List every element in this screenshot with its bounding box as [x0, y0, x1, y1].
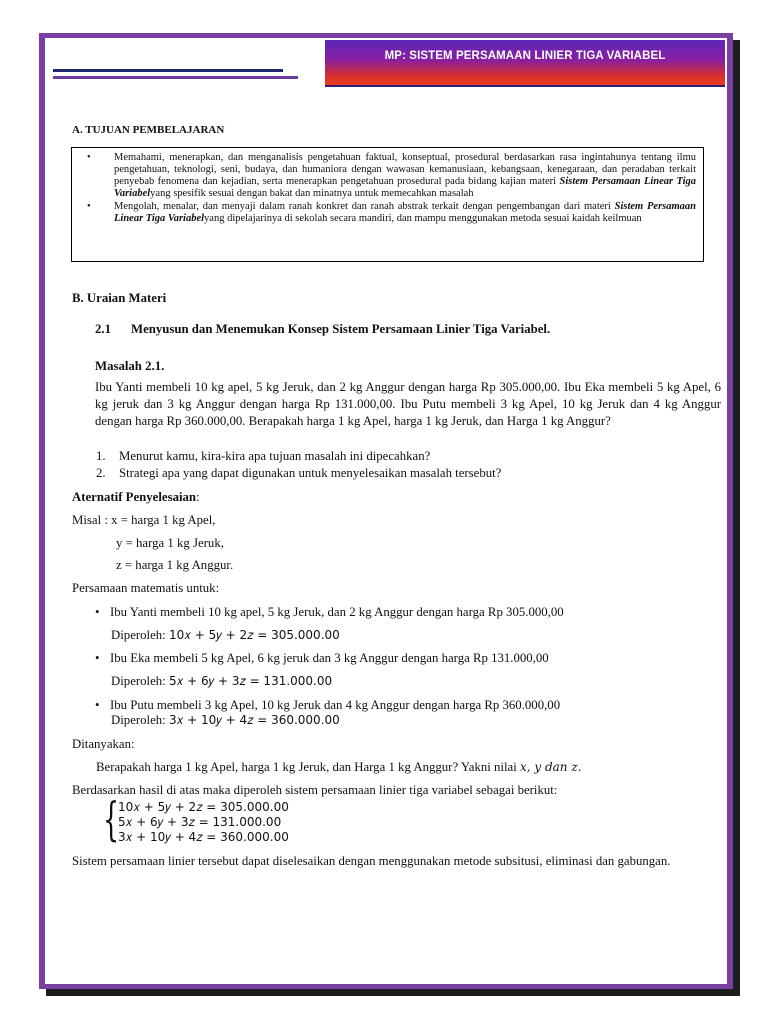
question-number: 2.	[96, 466, 106, 480]
header-rule-purple	[53, 76, 298, 79]
question-text: Strategi apa yang dapat digunakan untuk menyelesaikan masalah tersebut?	[119, 466, 502, 480]
alternative-heading-label: Aternatif Penyelesaian	[72, 490, 197, 504]
equation: 3𝑥 + 10𝑦 + 4𝑧 = 360.000.00	[168, 713, 340, 727]
misal-line: y = harga 1 kg Jeruk,	[116, 536, 224, 550]
bullet-icon: •	[95, 651, 100, 665]
header-banner	[325, 40, 725, 85]
equation-source-text: Ibu Putu membeli 3 kg Apel, 10 kg Jeruk dan 4 kg Anggur dengan harga Rp 360.000,00	[110, 698, 561, 712]
bullet-icon: •	[87, 152, 91, 163]
misal-line: Misal : x = harga 1 kg Apel,	[72, 513, 216, 527]
goal-text: yang dipelajarinya di sekolah secara mandiri, dan mampu menggunakan metoda sesuai kaidah keilmuan	[204, 213, 642, 224]
question-variables: 𝑥, 𝑦 𝑑𝑎𝑛 𝑧.	[519, 760, 582, 774]
header-rule-dark	[53, 69, 283, 72]
persamaan-label: Persamaan matematis untuk:	[72, 581, 220, 595]
equation: 5𝑥 + 6𝑦 + 3𝑧 = 131.000.00	[168, 674, 333, 688]
bullet-icon: •	[95, 605, 100, 619]
alternative-heading-colon: :	[196, 490, 200, 504]
system-equation: 3𝑥 + 10𝑦 + 4𝑧 = 360.000.00	[118, 830, 289, 844]
derived-label: Diperoleh:	[111, 628, 169, 642]
subsection-number: 2.1	[95, 322, 111, 336]
derived-equation	[111, 673, 332, 690]
bullet-icon: •	[95, 698, 100, 712]
subsection-title: Menyusun dan Menemukan Konsep Sistem Persamaan Linier Tiga Variabel.	[131, 322, 551, 336]
equation-source-text: Ibu Yanti membeli 10 kg apel, 5 kg Jeruk, dan 2 kg Anggur dengan harga Rp 305.000,00	[110, 605, 564, 619]
derived-equation	[111, 627, 340, 644]
learning-goals-box	[71, 147, 704, 262]
ditanyakan-label: Ditanyakan:	[72, 737, 135, 751]
goal-text: Mengolah, menalar, dan menyaji dalam ranah konkret dan ranah abstrak terkait dengan pengembangan dari materi	[114, 201, 615, 212]
equation-source-text: Ibu Eka membeli 5 kg Apel, 6 kg jeruk dan 3 kg Anggur dengan harga Rp 131.000,00	[110, 651, 549, 665]
derived-label: Diperoleh:	[111, 713, 169, 727]
page-content	[45, 38, 727, 984]
system-equation: 10𝑥 + 5𝑦 + 2𝑧 = 305.000.00	[118, 800, 289, 814]
header-banner-underline	[325, 85, 725, 87]
question-statement-text: Berapakah harga 1 kg Apel, harga 1 kg Jeruk, dan Harga 1 kg Anggur? Yakni nilai	[96, 760, 520, 774]
goal-text: Memahami, menerapkan, dan menganalisis pengetahuan faktual, konseptual, prosedural berdasarkan rasa ingintahunya tentang ilmu pengetahuan, teknologi, seni, budaya, dan humaniora dengan wawasan kemanusiaan, kebangsaan, kenegaraan, dan peradaban terkait penyebab fenomena dan kejadian, serta menerapkan pengetahuan prosedural pada bidang kajian materi	[114, 152, 696, 187]
system-equation: 5𝑥 + 6𝑦 + 3𝑧 = 131.000.00	[118, 815, 282, 829]
system-brace: {	[103, 792, 120, 846]
alternative-heading	[72, 489, 200, 506]
equation: 10𝑥 + 5𝑦 + 2𝑧 = 305.000.00	[168, 628, 340, 642]
goal-item	[87, 152, 696, 200]
derived-label: Diperoleh:	[111, 674, 169, 688]
goal-emphasis: Sistem Persamaan Linear Tiga Variabel	[114, 201, 696, 224]
question-statement	[96, 759, 582, 776]
page-frame	[39, 33, 733, 989]
section-b-heading: B. Uraian Materi	[72, 291, 167, 305]
goal-text: yang spesifik sesuai dengan bakat dan minatnya untuk memecahkan masalah	[150, 188, 474, 199]
header-title: MP: SISTEM PERSAMAAN LINIER TIGA VARIABEL	[384, 50, 666, 62]
problem-title: Masalah 2.1.	[95, 359, 165, 373]
section-a-heading: A. TUJUAN PEMBELAJARAN	[72, 124, 225, 136]
question-number: 1.	[96, 449, 106, 463]
conclusion-text: Sistem persamaan linier tersebut dapat diselesaikan dengan menggunakan metode subsitusi, eliminasi dan gabungan.	[72, 854, 671, 868]
misal-line: z = harga 1 kg Anggur.	[116, 558, 234, 572]
system-intro: Berdasarkan hasil di atas maka diperoleh sistem persamaan linier tiga variabel sebagai berikut:	[72, 783, 558, 797]
question-text: Menurut kamu, kira-kira apa tujuan masalah ini dipecahkan?	[119, 449, 431, 463]
problem-text: Ibu Yanti membeli 10 kg apel, 5 kg Jeruk, dan 2 kg Anggur dengan harga Rp 305.000,00. Ibu Eka membeli 5 kg Apel, 6 kg jeruk dan 3 kg Anggur dengan harga Rp 131.000,00. Ibu Putu membeli 3 kg Apel, 10 kg Jeruk dan 4 kg Anggur dengan harga Rp 360.000,00. Berapakah harga 1 kg Apel, harga 1 kg Jeruk, dan Harga 1 kg Anggur?	[95, 380, 721, 428]
bullet-icon: •	[87, 201, 91, 212]
goal-emphasis: Sistem Persamaan Linear Tiga Variabel	[114, 176, 697, 199]
derived-equation	[111, 712, 340, 729]
goal-item	[87, 201, 696, 225]
